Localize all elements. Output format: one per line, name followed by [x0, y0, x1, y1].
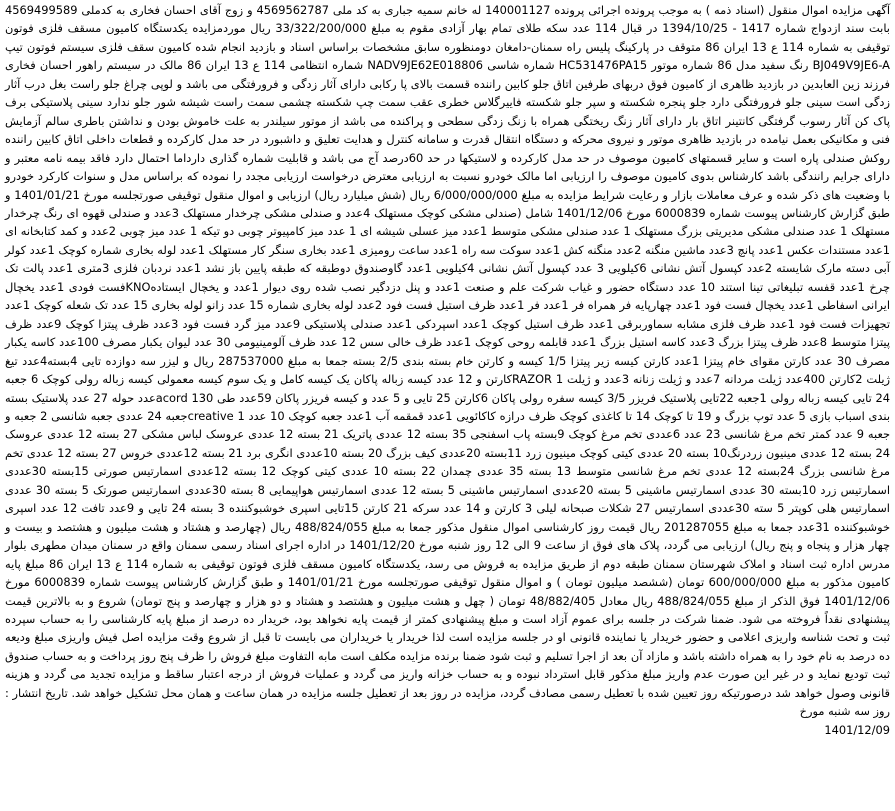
auction-notice — [3, 0, 892, 811]
publication-date: 1401/12/09 — [824, 722, 890, 737]
notice-text — [5, 1, 890, 739]
notice-body-text: آگهی مزایده اموال منقول (اسناد ذمه ) به موجب پرونده اجرائی پرونده 140001127 له خانم سمیه جباری به کد ملی 4569562787 و زوج آقای احسان فخاری به کدملی 4569499589 بابت سند ازدواج شماره 1417 - 1394/10/25 در قبال 114 عدد سکه طلای تمام بهار آزادی مقوم به مبلغ 33/322/200/000 ریال موردمزایده یکدستگاه کامیون مسقف فلزی فوتون توقیفی به شماره 114 ع 13 ایران 86 متوقف در پارکینگ پلیس راه سمنان-دامغان دومنظوره سابق مشخصات براساس اسناد و بازدید انجام شده کامیون سقف فلزی سیستم فوتون تیپ BJ049V9JE6-A رنگ سفید مدل 86 شماره موتور HC531476PA15 شماره شاسی NADV9JE62E018806 شماره انتظامی 114 ع 13 ایران 86 مالک در سیستم راهور احسان فخاری فرزند زین العابدین در بازدید ظاهری از کامیون فوق دربهای طرفین اتاق جلو کابین راننده قسمت بالای پا رکابی دارای آثار زدگی و فرورفتگی می باشد و لوپی چراغ جلو راست بغل درب آثار زدگی است سینی جلو فرورفتگی دارد جلو پنجره شکسته و سپر جلو شکسته فاییرگلاس خطری عقب سمت چپ شکسته چشمی سمت راست شیشه شور جلو ندارد سینی پلاستیکی برف پاک کن آثار رسوب گرفتگی کانتینر اتاق بار دارای آثار زنگ ریختگی همراه با زنگ زدگی سطحی و پراکنده می باشد از موتور سیلندر به علت خاموش بودن و نداشتن باطری سالم آزمایش فنی و مکانیکی بعمل نیامده در بازدید ظاهری موتور و نیروی محرکه و دستگاه انتقال قدرت و سامانه کنترل و هدایت تعلیق و داشبورد در حد مدل کارکرده و قطعات داخلی اتاق کابین راننده روکش صندلی پاره است و سایر قسمتهای کامیون موصوف در حد مدل کارکرده و لاستیکها در حد 60درصد آج می باشد و قابلیت شماره گذاری دارداما احتمال دارد فاقد بیمه نامه معتبر و دارای جرایم رانندگی باشد کارشناس بدوی کامیون موصوف را ارزیابی اما مالک خودرو نسبت به ارزیابی معترض درخواست ارزیابی مجدد را نموده که براساس مدل و سنوات کارکرد خودرو با وضعیت های ذکر شده و عرف معاملات بازار و رعایت شرایط مزایده به مبلغ 6/000/000/000 ریال (شش میلیارد ریال) ارزیابی و اموال منقول توقیفی صورتجلسه مورخ 1401/01/21 و طبق گزارش کارشناس پیوست شماره 6000839 مورخ 1401/12/06 شامل (صندلی مشکی کوچک مستهلک 4عدد و صندلی مشکی چرخدار مستهلک 3عدد و صندلی قهوه ای رنگ چرخدار مستهلک 1 عدد صندلی مشکی مدیریتی بزرگ مستهلک 1 عدد صندلی مشکی متوسط 1عدد میز عسلی شیشه ای 1 عدد میز کامپیوتر چوبی دو تیکه 1 عدد میز چوبی 2عدد و کمد کتابخانه ای 1عدد مستندات عکس 1عدد پانچ 3عدد ماشین منگنه 2عدد منگنه کش 1عدد سوکت سه راه 1عدد ساعت رومیزی 1عدد بخاری سنگر کار مستهلک 1عدد لوله بخاری شماره کوچک 1عدد کولر آبی دسته مارک شایسته 2عدد کپسول آتش نشانی 6کیلویی 3 عدد کپسول آتش نشانی 4کیلویی 1عدد گاوصندوق دوطبقه که طبقه پایین باز نشد 1عدد نردبان فلزی 3متری 1عدد پالت تک چرخ 1عدد قفسه تبلیغاتی تینا استند 10 عدد دستگاه حضور و غیاب شرکت علم و صنعت 1عدد و پنل دزدگیر نصب شده روی دیوار 1عدد و یخچال ایستادهKNOفست فودی 1عدد یخچال ایرانی اسفاطی 1عدد یخچال فست فود 1عدد چهارپایه فر همراه فر 1عدد فر 1عدد ظرف استیل فست فود 2عدد لوله بخاری شماره 15 عدد زانو لوله بخاری 15 عدد تک شعله کوچک 1عدد تجهیزات فست فود 1عدد ظرف فلزی مشابه سماوربرقی 1عدد ظرف استیل کوچک 1عدد اسپردکی 1عدد صندلی پلاستیکی 9عدد میز گرد فست فود 3عدد ظرف پیتزا کوچک 9عدد ظرف پیتزا متوسط 8عدد ظرف پیتزا بزرگ 3عدد کاسه استیل بزرگ 1عدد قابلمه روحی کوچک 1عدد ظرف خالی سس 12 عدد ظرف آلومینیومی 30 عدد لیوان یکبار مصرف 100عدد کاسه یکبار مصرف 30 عدد کارتن مقوای خام پیتزا 1عدد کارتن کیسه زیر پیتزا 1/5 کیسه و کارتن خام بسته بندی 2/5 بسته جمعا به مبلغ 287537000 ریال و لیزر سه دوازده تایی 4بسته4عدد تیغ ژیلت 2کارتن 400عدد ژیلت مردانه 7عدد و ژیلت زنانه 3عدد و ژیلت 1 RAZORکارتن و 12 عدد کیسه زباله پاکان یک کیسه کامل و یک سوم کیسه معمولی کیسه زباله رولی کوچک 6 جعبه 24 تایی کیسه زباله رولی 1جعبه 22تایی پلاستیک فریزر 3/5 کیسه سفره رولی پاکان 6کارتن 25 تایی و 5 عدد و کیسه فریزر پاکان 59عدد طی 130 acordعدد حوله 27 عدد پلاستیک بسته بندی اسباب بازی 5 عدد توپ بزرگ و 19 تا کوچک 14 تا کاغذی کوچک ظرف درازه کاکائویی 1عدد قمقمه آب 1عدد جعبه کوچک 10 عدد 1 creativeجعبه 24 عددی جعبه شانسی 2 جعبه و جعبه 9 عدد کمتر تخم مرغ شانسی 23 عدد 6عددی تخم مرغ کوچک 9بسته پاب اسفنجی 35 بسته 12 عددی پاتریک 21 بسته 12 عددی عروسک لباس مشکی 27 بسته 12 عددی عروسک 24 بسته 12 عددی مینیون زردرنگ10 بسته 20 عددی کیتی کوچک مینیون زرد 11بسته 20عددی کیف بزرگ 20 بسته 10عددی انگری برد 21 بسته 12عددی خروس 27 بسته 12 عددی تخم مرغ شانسی بزرگ 24بسته 12 عددی تخم مرغ شانسی متوسط 13 بسته 35 عددی چمدان 22 بسته 10 عددی کیتی کوچک 12 بسته 12عددی اسمارتیس صورتی 15بسته 30عددی اسمارتیس زرد 10بسته 30 عددی اسمارتیس ماشینی 5 بسته 20عددی اسمارتیس ماشینی 5 بسته 12 عددی اسمارتیس هواپیمایی 8 بسته 30عددی اسمارتیس صورتک 5 بسته 30 عددی اسمارتیس هلی کوپتر 5 سته 30عددی اسمارتیس 27 شکلات صبحانه لیلی 3 کارتن و 14 عدد سرکه 21 کارتن 15تایی اسپری خوشبوکننده 3 بسته 24 تایی و 9عدد تافت 12 عدد اسپری خوشبوکننده 31عدد جمعا به مبلغ 201287055 ریال قیمت روز کارشناسی اموال منقول مذکور جمعا به مبلغ 488/824/055 ریال (چهارصد و هشتاد و هشت میلیون و هشتصد و بیست و چهار هزار و پنجاه و پنج ریال) ارزیابی می گردد، پلاک های فوق از ساعت 9 الی 12 روز شنبه مورخ 1401/12/20 در اداره اجرای اسناد رسمی سمنان واقع در سمنان میدان مطهری بلوار مدرس اداره ثبت اسناد و املاک شهرستان سمنان طبقه دوم از طریق مزایده به فروش می رسد، یکدستگاه کامیون مسقف فلزی فوتون توقیفی به شماره 114 ع 13 ایران 86 مبلغ پایه کامیون مذکور به مبلغ 600/000/000 تومان (ششصد میلیون تومان ) و اموال منقول توقیفی صورتجلسه مورخ 1401/01/21 و طبق گزارش کارشناس پیوست شماره 6000839 مورخ 1401/12/06 فوق الذکر از مبلغ 488/824/055 ریال معادل 48/882/405 تومان ( چهل و هشت میلیون و هشتصد و هشتاد و دو هزار و چهارصد و پنج تومان) شروع و به بالاترین قیمت پیشنهادی نقداً فروخته می شود. ضمنا شرکت در جلسه برای عموم آزاد است و مبلغ پیشنهادی کمتر از قیمت پایه نخواهد بود، خریدار ده درصد از مبلغ پایه کارشناسی را به حساب سپرده ثبت و تحت شناسه واریزی اعلامی و حضور خریدار یا نماینده قانونی او در جلسه مزایده است لذا خریدار یا خریداران می بایست تا قبل از شروع وقت مزایده اصل فیش واریزی مبلغ ودیعه ده درصد به نام خود را به همراه داشته باشد و مازاد آن بعد از اجرا تسلیم و ثبت شود ضمنا برنده مزایده مکلف است مابه التفاوت مبلغ فروش را ظرف پنج روز پرداخت و به حساب صندوق ثبت تودیع نماید و در غیر این صورت عدم واریز مبلغ مذکور قابل استرداد نبوده و به حساب خزانه واریز می گردد و عملیات فروش از درجه اعتبار ساقط و مزایده تجدید می گردد و هزینه قانونی وصول خواهد شد درصورتیکه روز تعیین شده با تعطیل رسمی مصادف گردد، مزایده در روز بعد از تعطیل جلسه مزایده در همان ساعت و همان محل تشکیل خواهد شد. تاریخ انتشار : روز سه شنبه مورخ — [5, 3, 891, 719]
